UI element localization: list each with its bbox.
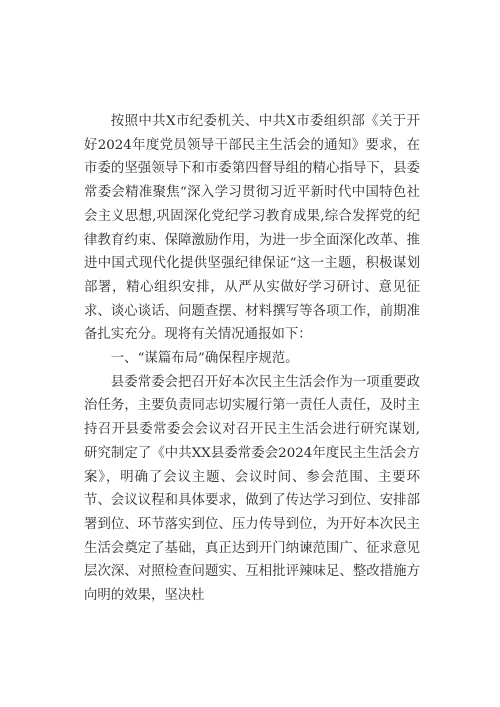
body-paragraph: 县委常委会把召开好本次民主生活会作为一项重要政治任务，主要负责同志切实履行第一责任人责任，及时主持召开县委常委会会议对召开民主生活会进行研究谋划,研究制定了《中共XX县委常委会2024年度民主生活会方案》，明确了会议主题、会议时间、参会范围、主要环节、会议议程和具体要求，做到了传达学习到位、安排部署到位、环节落实到位、压力传导到位，为开好本次民主生活会奠定了基础，真正达到开门纳谏范围广、征求意见层次深、对照检查问题实、互相批评辣味足、整改措施方向明的效果，坚决杜 (84, 374, 420, 604)
document-body (84, 110, 420, 608)
intro-paragraph: 按照中共X市纪委机关、中共X市委组织部《关于开好2024年度党员领导干部民主生活会的通知》要求，在市委的坚强领导下和市委第四督导组的精心指导下，县委常委会精准聚焦“深入学习贯彻习近平新时代中国特色社会主义思想,巩固深化党纪学习教育成果,综合发挥党的纪律教育约束、保障激励作用，为进一步全面深化改革、推进中国式现代化提供坚强纪律保证”这一主题，积极谋划部署，精心组织安排，从严从实做好学习研讨、意见征求、谈心谈话、问题查摆、材料撰写等各项工作，前期准备扎实充分。现将有关情况通报如下： (84, 114, 420, 343)
section-heading: 一、“谋篇布局”确保程序规范。 (110, 351, 299, 367)
